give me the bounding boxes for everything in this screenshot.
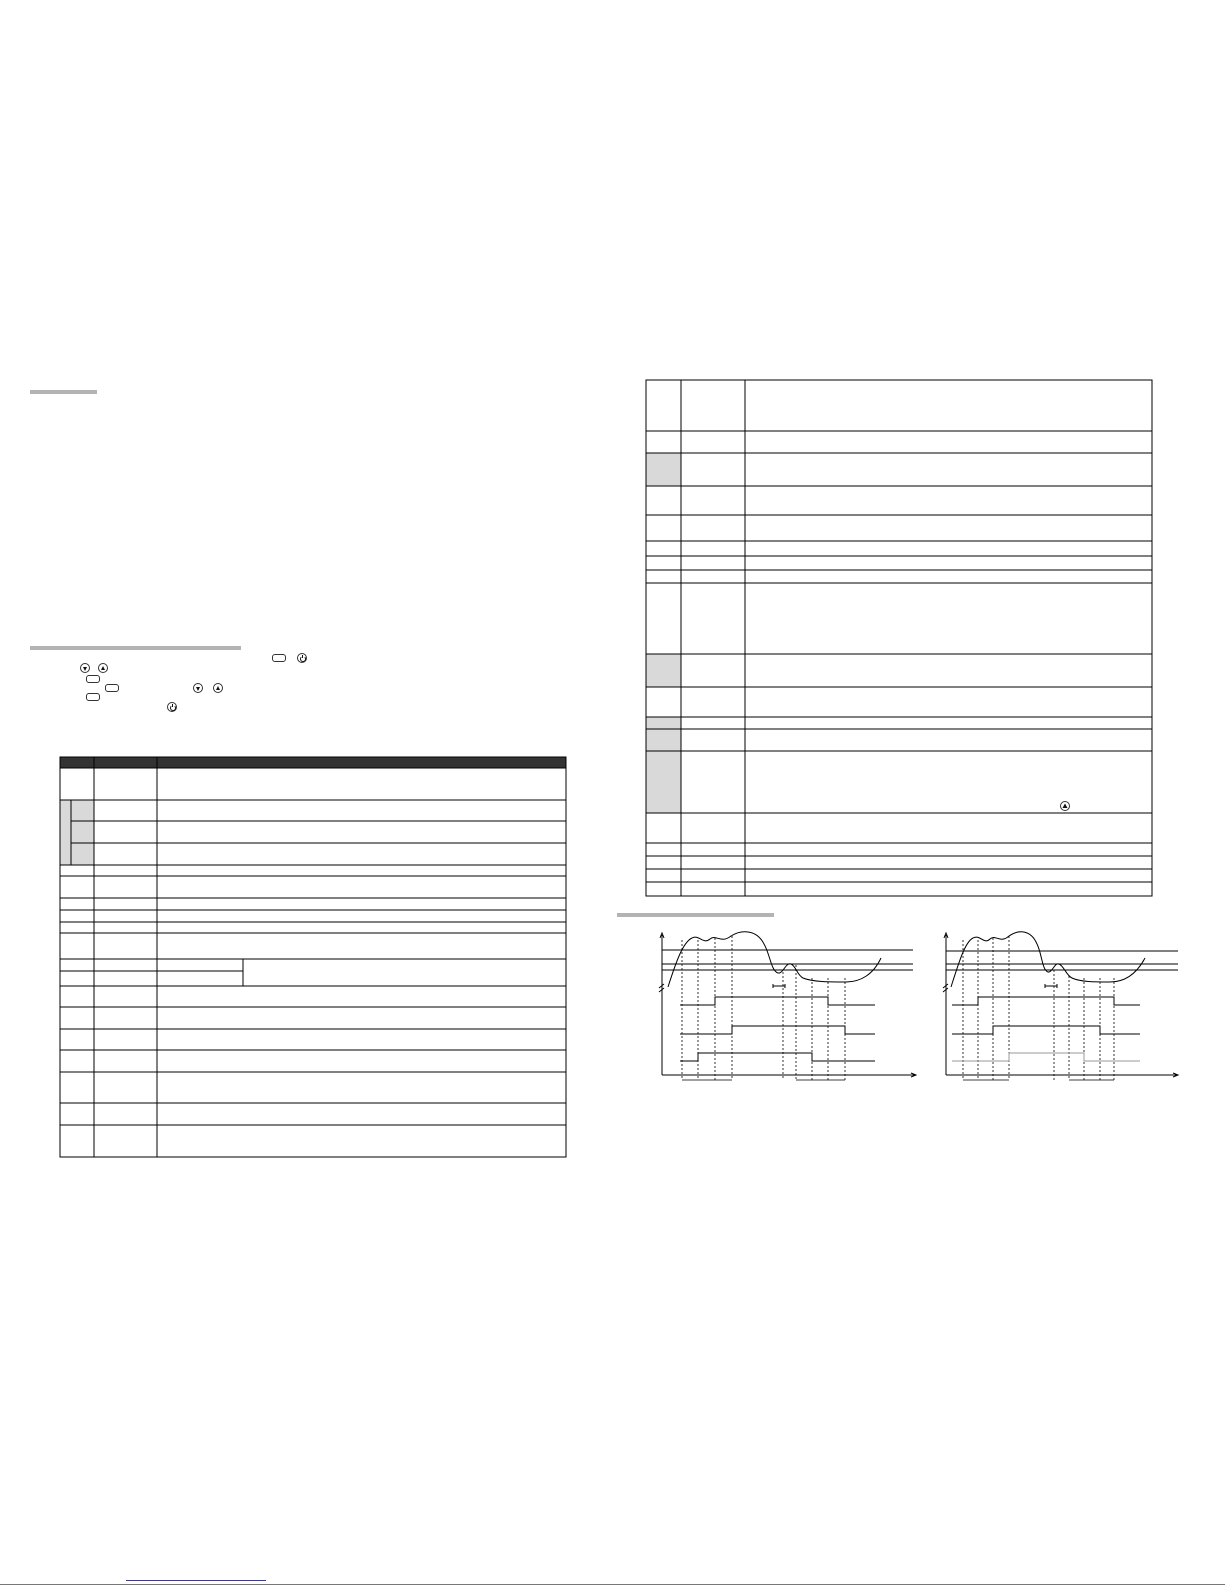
right-table-shaded-cell [646, 453, 681, 486]
marker-lines [682, 936, 845, 1080]
timing-diagram-2 [943, 932, 1178, 1080]
process-curve [668, 932, 881, 987]
footer-link-underline[interactable] [126, 1580, 266, 1581]
parameter-table-right [646, 380, 1152, 896]
right-table-shaded-cell [646, 717, 681, 729]
left-table-header [60, 757, 566, 768]
output-pulse [952, 1053, 1140, 1061]
right-table-shaded-cell [646, 729, 681, 751]
time-mark [1045, 984, 1057, 988]
up-key-icon [1061, 802, 1070, 811]
output-pulse [952, 997, 1140, 1005]
left-table-shaded-cell [71, 843, 94, 865]
right-table-shaded-cell [646, 751, 681, 813]
left-table-frame [60, 757, 566, 1157]
parameter-table-left [60, 757, 566, 1157]
timing-diagram-1 [659, 932, 916, 1080]
process-curve [951, 932, 1145, 987]
output-pulse [680, 1053, 875, 1061]
left-table-shaded-cell [71, 800, 94, 821]
output-pulse [952, 1026, 1140, 1034]
right-table-shaded-cell [646, 654, 681, 687]
left-table-shaded-cell [71, 821, 94, 843]
left-table-shaded-group [60, 800, 71, 865]
output-pulse [680, 1026, 875, 1034]
right-table-frame [646, 380, 1152, 896]
output-pulse [680, 997, 875, 1005]
marker-lines [963, 936, 1114, 1080]
